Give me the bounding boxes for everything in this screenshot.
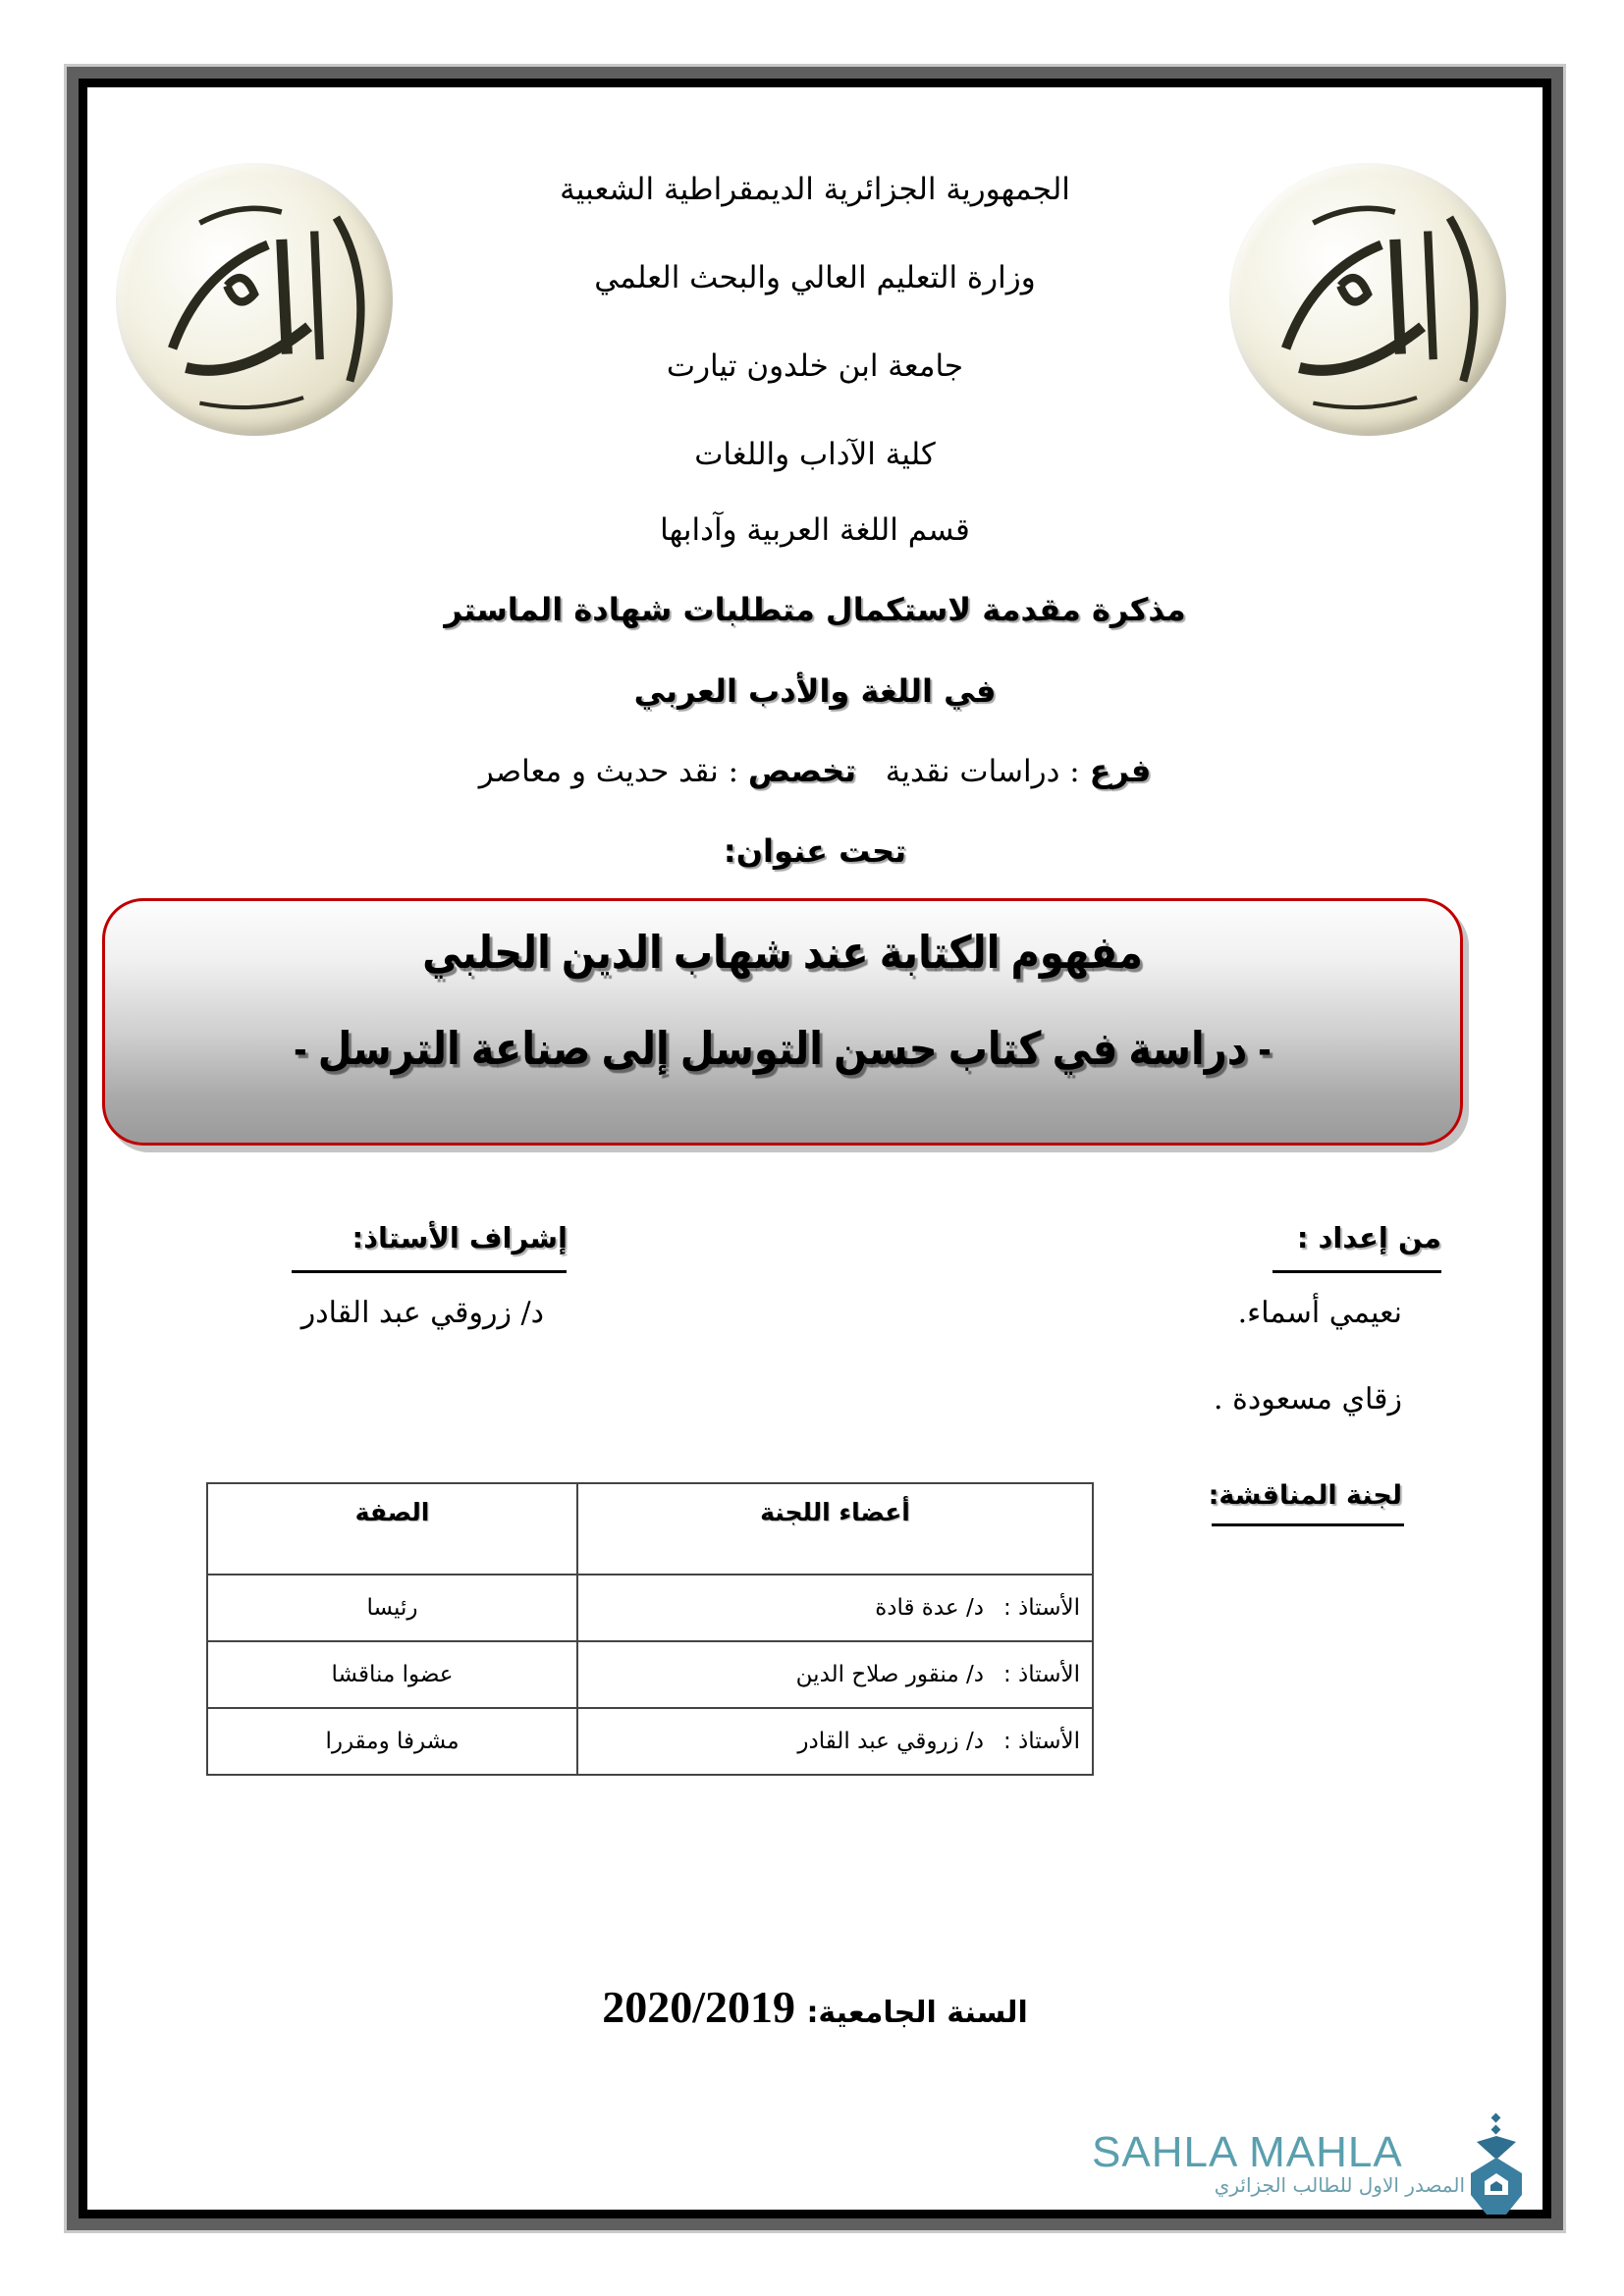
member-name: د/ عدة قادة [875,1595,984,1621]
header-university: جامعة ابن خلدون تيارت [666,348,964,384]
thesis-purpose: مذكرة مقدمة لاستكمال متطلبات شهادة الماستر [444,591,1186,628]
table-row [207,1641,1093,1708]
branch-label: فرع [1089,752,1152,789]
thesis-field: في اللغة والأدب العربي [633,672,997,710]
role-cell: مشرفا ومقررا [207,1708,577,1775]
supervisor-underline [292,1270,567,1273]
header-ministry: وزارة التعليم العالي والبحث العلمي [594,260,1036,295]
table-header-row [207,1483,1093,1575]
table-row [207,1575,1093,1641]
member-cell [577,1575,1093,1641]
branch-specialty-line [373,752,1257,789]
watermark-brand: SAHLA MAHLA [1092,2128,1403,2176]
academic-year-value: 2020/2019 [602,1982,795,2032]
sahla-mahla-logo-icon [1467,2112,1526,2220]
thesis-title: مفهوم الكتابة عند شهاب الدين الحلبي [422,928,1143,979]
column-header-members: أعضاء اللجنة [577,1483,1093,1575]
supervisor-label: إشراف الأستاذ: [352,1221,568,1255]
specialty-label: تخصص [747,752,857,789]
watermark-tagline: المصدر الاول للطالب الجزائري [1214,2173,1465,2197]
header-republic: الجمهورية الجزائرية الديمقراطية الشعبية [560,172,1070,207]
authors-underline [1272,1270,1441,1273]
committee-underline [1212,1523,1404,1526]
role-cell: عضوا مناقشا [207,1641,577,1708]
member-name: د/ زروقي عبد القادر [797,1729,984,1754]
header-faculty: كلية الآداب واللغات [694,437,936,472]
under-title-label: تحت عنوان: [723,832,907,870]
author-name-2: زقاي مسعودة . [1214,1382,1402,1416]
member-title: الأستاذ : [1002,1729,1080,1754]
header-department: قسم اللغة العربية وآدابها [660,512,970,548]
author-name-1: نعيمي أسماء. [1237,1296,1402,1330]
thesis-subtitle: - دراسة في كتاب حسن التوسل إلى صناعة الترسل - [294,1024,1272,1075]
table-row [207,1708,1093,1775]
member-name: د/ منقور صلاح الدين [795,1662,984,1687]
member-title: الأستاذ : [1002,1595,1080,1621]
committee-label: لجنة المناقشة: [1208,1480,1402,1511]
member-cell [577,1641,1093,1708]
supervisor-name: د/ زروقي عبد القادر [300,1296,544,1330]
branch-value: : دراسات نقدية [885,754,1080,789]
academic-year [422,1981,1208,2033]
role-cell: رئيسا [207,1575,577,1641]
column-header-role: الصفة [207,1483,577,1575]
member-title: الأستاذ : [1002,1662,1080,1687]
academic-year-label: السنة الجامعية: [806,1996,1028,2030]
authors-label: من إعداد : [1296,1221,1441,1255]
member-cell [577,1708,1093,1775]
title-box [102,898,1463,1146]
specialty-value: : نقد حديث و معاصر [478,754,739,789]
sahla-mahla-watermark [1092,2128,1465,2197]
committee-table [206,1482,1094,1776]
